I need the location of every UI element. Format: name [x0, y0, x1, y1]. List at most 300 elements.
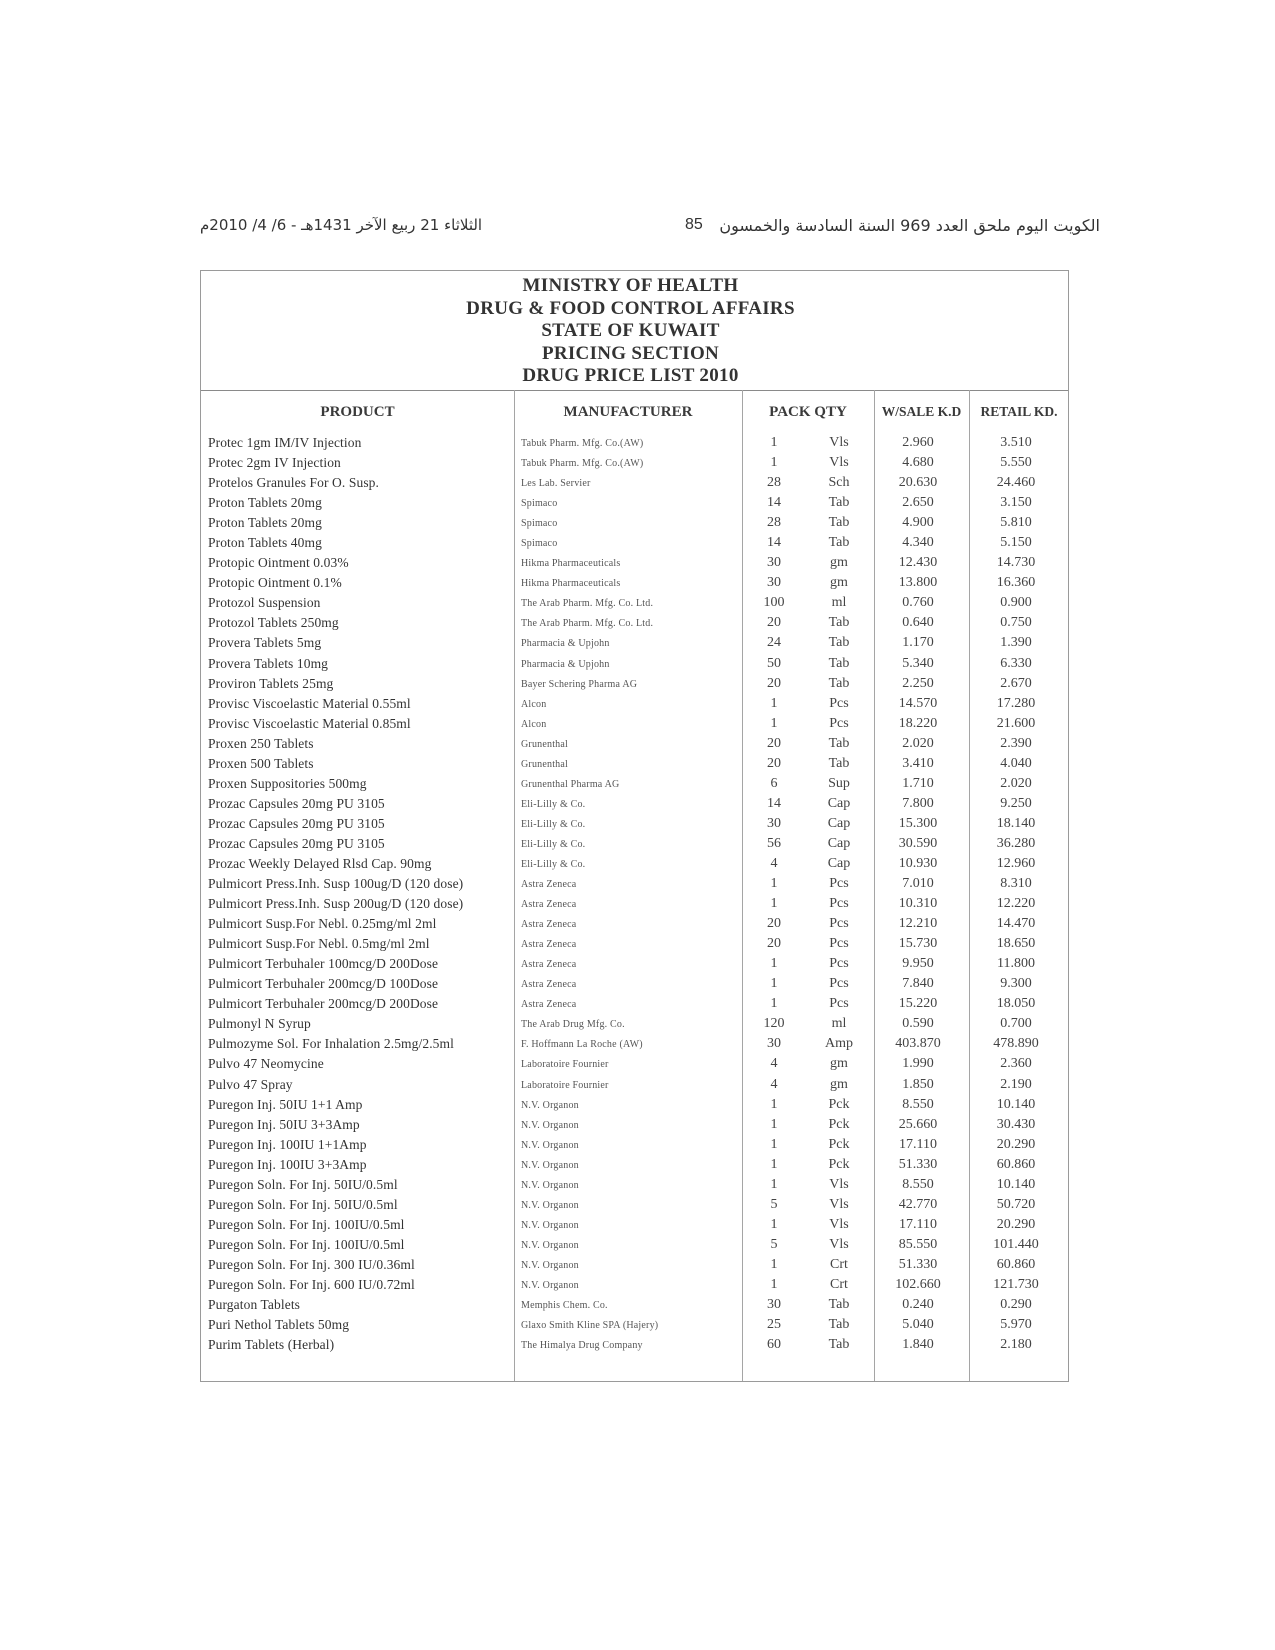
- pack-qty-cell: 20: [767, 936, 781, 952]
- pack-unit-cell: Sch: [828, 475, 850, 491]
- pack-qty-cell: 1: [770, 996, 778, 1012]
- pack-unit-cell: gm: [830, 1076, 848, 1092]
- pack-unit-cell: Vls: [829, 1176, 849, 1192]
- pack-unit-cell: Cap: [827, 855, 851, 871]
- retail-price-cell: 11.800: [997, 956, 1035, 972]
- pack-unit-cell: Tab: [828, 615, 850, 631]
- table-row: [201, 633, 1068, 653]
- manufacturer-cell: N.V. Organon: [521, 1199, 579, 1211]
- wsale-price-cell: 7.010: [902, 876, 934, 892]
- title-section: PRICING SECTION: [541, 342, 720, 364]
- pack-qty-cell: 4: [770, 1056, 778, 1072]
- retail-price-cell: 101.440: [993, 1236, 1039, 1252]
- table-row: [201, 1255, 1068, 1275]
- pack-qty-cell: 50: [767, 655, 781, 671]
- retail-price-cell: 5.550: [1000, 455, 1032, 471]
- wsale-price-cell: 20.630: [898, 475, 938, 491]
- wsale-price-cell: 5.340: [902, 655, 934, 671]
- manufacturer-cell: Spimaco: [521, 498, 558, 510]
- pack-unit-cell: Pck: [828, 1136, 850, 1152]
- wsale-price-cell: 17.110: [899, 1216, 937, 1232]
- manufacturer-cell: The Himalya Drug Company: [521, 1340, 643, 1352]
- table-row: [201, 1075, 1068, 1095]
- manufacturer-cell: N.V. Organon: [521, 1139, 579, 1151]
- pack-qty-cell: 20: [767, 755, 781, 771]
- product-cell: Puregon Soln. For Inj. 300 IU/0.36ml: [208, 1256, 415, 1272]
- product-cell: Pulmicort Press.Inh. Susp 200ug/D (120 dose): [208, 896, 464, 912]
- pack-qty-cell: 120: [763, 1016, 785, 1032]
- manufacturer-cell: Grunenthal: [521, 738, 568, 750]
- product-cell: Provera Tablets 5mg: [208, 635, 322, 651]
- manufacturer-cell: Hikma Pharmaceuticals: [521, 558, 621, 570]
- pack-unit-cell: Pcs: [829, 916, 849, 932]
- wsale-price-cell: 12.210: [898, 916, 938, 932]
- manufacturer-cell: Astra Zeneca: [521, 899, 577, 911]
- retail-price-cell: 0.290: [1000, 1297, 1032, 1313]
- table-row: [201, 473, 1068, 493]
- retail-price-cell: 9.300: [1000, 976, 1032, 992]
- table-row: [201, 1335, 1068, 1355]
- wsale-price-cell: 10.310: [898, 896, 938, 912]
- pack-unit-cell: Pcs: [829, 896, 849, 912]
- retail-price-cell: 2.180: [1000, 1337, 1032, 1353]
- product-cell: Puregon Soln. For Inj. 100IU/0.5ml: [208, 1236, 405, 1252]
- column-header-retail: RETAIL KD.: [980, 404, 1058, 419]
- pack-qty-cell: 1: [770, 1256, 778, 1272]
- product-cell: Provisc Viscoelastic Material 0.55ml: [208, 695, 411, 711]
- pack-unit-cell: Tab: [828, 635, 850, 651]
- product-cell: Pulmicort Susp.For Nebl. 0.25mg/ml 2ml: [208, 916, 437, 932]
- retail-price-cell: 5.810: [1000, 515, 1032, 531]
- retail-price-cell: 20.290: [996, 1216, 1036, 1232]
- pack-unit-cell: gm: [830, 1056, 848, 1072]
- retail-price-cell: 4.040: [1000, 755, 1032, 771]
- pack-unit-cell: Tab: [828, 1297, 850, 1313]
- pack-unit-cell: ml: [831, 1016, 847, 1032]
- table-row: [201, 1275, 1068, 1295]
- table-row: [201, 654, 1068, 674]
- product-cell: Protozol Suspension: [208, 595, 321, 611]
- pack-qty-cell: 28: [767, 475, 781, 491]
- pack-unit-cell: Amp: [825, 1036, 853, 1052]
- table-row: [201, 1014, 1068, 1034]
- retail-price-cell: 20.290: [996, 1136, 1036, 1152]
- pack-qty-cell: 20: [767, 735, 781, 751]
- pack-unit-cell: Tab: [828, 655, 850, 671]
- manufacturer-cell: Grunenthal Pharma AG: [521, 778, 620, 790]
- table-row: [201, 934, 1068, 954]
- product-cell: Pulmicort Terbuhaler 100mcg/D 200Dose: [208, 956, 439, 972]
- manufacturer-cell: Astra Zeneca: [521, 879, 577, 891]
- title-affairs: DRUG & FOOD CONTROL AFFAIRS: [466, 297, 795, 319]
- pack-qty-cell: 30: [767, 815, 781, 831]
- table-body: [201, 433, 1068, 1355]
- pack-qty-cell: 1: [770, 956, 778, 972]
- retail-price-cell: 2.020: [1000, 775, 1032, 791]
- pack-qty-cell: 56: [767, 835, 781, 851]
- wsale-price-cell: 8.550: [902, 1096, 934, 1112]
- retail-price-cell: 18.140: [996, 815, 1036, 831]
- retail-price-cell: 17.280: [996, 695, 1036, 711]
- wsale-price-cell: 4.340: [902, 535, 934, 551]
- table-row: [201, 674, 1068, 694]
- wsale-price-cell: 8.550: [902, 1176, 934, 1192]
- manufacturer-cell: Les Lab. Servier: [521, 478, 591, 490]
- wsale-price-cell: 51.330: [898, 1156, 938, 1172]
- manufacturer-cell: Astra Zeneca: [521, 919, 577, 931]
- manufacturer-cell: The Arab Pharm. Mfg. Co. Ltd.: [521, 598, 654, 610]
- retail-price-cell: 12.220: [996, 896, 1036, 912]
- pack-qty-cell: 20: [767, 615, 781, 631]
- pack-unit-cell: Sup: [828, 775, 850, 791]
- table-row: [201, 493, 1068, 513]
- table-row: [201, 754, 1068, 774]
- table-row: [201, 1315, 1068, 1335]
- pack-qty-cell: 14: [767, 795, 781, 811]
- product-cell: Proxen 250 Tablets: [208, 735, 314, 751]
- retail-price-cell: 2.190: [1000, 1076, 1032, 1092]
- table-row: [201, 874, 1068, 894]
- retail-price-cell: 18.050: [996, 996, 1036, 1012]
- product-cell: Provera Tablets 10mg: [208, 655, 329, 671]
- product-cell: Proviron Tablets 25mg: [208, 675, 334, 691]
- table-row: [201, 1195, 1068, 1215]
- product-cell: Pulvo 47 Spray: [208, 1076, 293, 1092]
- page-number: 85: [685, 216, 703, 233]
- wsale-price-cell: 12.430: [898, 555, 938, 571]
- product-cell: Proton Tablets 20mg: [208, 495, 322, 511]
- product-cell: Protozol Tablets 250mg: [208, 615, 339, 631]
- product-cell: Puregon Soln. For Inj. 50IU/0.5ml: [208, 1196, 398, 1212]
- pack-qty-cell: 1: [770, 1136, 778, 1152]
- wsale-price-cell: 18.220: [898, 715, 938, 731]
- retail-price-cell: 30.430: [996, 1116, 1036, 1132]
- wsale-price-cell: 102.660: [895, 1276, 941, 1292]
- pack-unit-cell: Pcs: [829, 996, 849, 1012]
- retail-price-cell: 14.470: [996, 916, 1036, 932]
- pack-qty-cell: 30: [767, 555, 781, 571]
- retail-price-cell: 478.890: [993, 1036, 1039, 1052]
- pack-unit-cell: Cap: [827, 815, 851, 831]
- product-cell: Pulvo 47 Neomycine: [208, 1056, 324, 1072]
- pack-qty-cell: 60: [767, 1337, 781, 1353]
- table-row: [201, 513, 1068, 533]
- manufacturer-cell: Astra Zeneca: [521, 959, 577, 971]
- manufacturer-cell: Memphis Chem. Co.: [521, 1300, 608, 1312]
- column-header-pack-qty: PACK QTY: [769, 404, 847, 420]
- wsale-price-cell: 30.590: [898, 835, 938, 851]
- wsale-price-cell: 42.770: [898, 1196, 938, 1212]
- product-cell: Protec 2gm IV Injection: [208, 455, 341, 471]
- table-row: [201, 553, 1068, 573]
- pack-unit-cell: Pcs: [829, 976, 849, 992]
- pack-unit-cell: Pcs: [829, 936, 849, 952]
- pack-qty-cell: 1: [770, 876, 778, 892]
- manufacturer-cell: Bayer Schering Pharma AG: [521, 678, 638, 690]
- retail-price-cell: 8.310: [1000, 876, 1032, 892]
- manufacturer-cell: Pharmacia & Upjohn: [521, 658, 610, 670]
- manufacturer-cell: Alcon: [521, 698, 547, 710]
- product-cell: Pulmonyl N Syrup: [208, 1016, 311, 1032]
- manufacturer-cell: Tabuk Pharm. Mfg. Co.(AW): [521, 438, 644, 449]
- retail-price-cell: 2.670: [1000, 675, 1032, 691]
- wsale-price-cell: 15.220: [898, 996, 938, 1012]
- table-row: [201, 1034, 1068, 1054]
- pack-unit-cell: Pcs: [829, 876, 849, 892]
- pack-qty-cell: 4: [770, 855, 778, 871]
- header-publication: الكويت اليوم ملحق العدد 969 السنة السادسة والخمسون: [719, 216, 1100, 235]
- product-cell: Puregon Inj. 50IU 3+3Amp: [208, 1116, 360, 1132]
- retail-price-cell: 60.860: [996, 1256, 1036, 1272]
- wsale-price-cell: 1.170: [902, 635, 934, 651]
- wsale-price-cell: 7.840: [902, 976, 934, 992]
- pack-qty-cell: 1: [770, 435, 778, 450]
- pack-qty-cell: 5: [770, 1196, 778, 1212]
- wsale-price-cell: 13.800: [898, 575, 938, 591]
- pack-unit-cell: Pck: [828, 1156, 850, 1172]
- retail-price-cell: 21.600: [996, 715, 1036, 731]
- wsale-price-cell: 403.870: [895, 1036, 941, 1052]
- pack-unit-cell: Vls: [829, 435, 849, 450]
- manufacturer-cell: Laboratoire Fournier: [521, 1059, 609, 1071]
- column-header-wsale: W/SALE K.D: [881, 404, 962, 419]
- product-cell: Protelos Granules For O. Susp.: [208, 475, 379, 491]
- pack-unit-cell: Tab: [828, 1317, 850, 1333]
- manufacturer-cell: Astra Zeneca: [521, 979, 577, 991]
- manufacturer-cell: Glaxo Smith Kline SPA (Hajery): [521, 1320, 659, 1332]
- product-cell: Purgaton Tablets: [208, 1297, 301, 1313]
- pack-unit-cell: Vls: [829, 1196, 849, 1212]
- wsale-price-cell: 2.020: [902, 735, 934, 751]
- pack-unit-cell: Crt: [830, 1276, 848, 1292]
- manufacturer-cell: Eli-Lilly & Co.: [521, 798, 586, 810]
- retail-price-cell: 10.140: [996, 1096, 1036, 1112]
- table-header: [201, 392, 1068, 432]
- manufacturer-cell: N.V. Organon: [521, 1239, 579, 1251]
- pack-unit-cell: Tab: [828, 755, 850, 771]
- table-row: [201, 573, 1068, 593]
- retail-price-cell: 2.360: [1000, 1056, 1032, 1072]
- pack-unit-cell: Tab: [828, 515, 850, 531]
- pack-qty-cell: 1: [770, 1216, 778, 1232]
- pack-qty-cell: 20: [767, 916, 781, 932]
- wsale-price-cell: 1.990: [902, 1056, 934, 1072]
- retail-price-cell: 24.460: [996, 475, 1036, 491]
- wsale-price-cell: 25.660: [898, 1116, 938, 1132]
- pack-qty-cell: 1: [770, 896, 778, 912]
- table-row: [201, 1235, 1068, 1255]
- pack-qty-cell: 100: [763, 595, 785, 611]
- manufacturer-cell: Pharmacia & Upjohn: [521, 638, 610, 650]
- document-title: [201, 275, 1068, 388]
- pack-qty-cell: 30: [767, 575, 781, 591]
- pack-qty-cell: 1: [770, 715, 778, 731]
- retail-price-cell: 16.360: [996, 575, 1036, 591]
- table-row: [201, 714, 1068, 734]
- wsale-price-cell: 15.300: [898, 815, 938, 831]
- retail-price-cell: 2.390: [1000, 735, 1032, 751]
- retail-price-cell: 6.330: [1000, 655, 1032, 671]
- table-row: [201, 1155, 1068, 1175]
- column-header-manufacturer: MANUFACTURER: [563, 404, 693, 420]
- pack-unit-cell: Crt: [830, 1256, 848, 1272]
- manufacturer-cell: Hikma Pharmaceuticals: [521, 578, 621, 590]
- wsale-price-cell: 1.840: [902, 1337, 934, 1353]
- product-cell: Puregon Soln. For Inj. 50IU/0.5ml: [208, 1176, 398, 1192]
- manufacturer-cell: Astra Zeneca: [521, 999, 577, 1011]
- manufacturer-cell: N.V. Organon: [521, 1179, 579, 1191]
- wsale-price-cell: 15.730: [898, 936, 938, 952]
- wsale-price-cell: 2.960: [902, 435, 934, 450]
- pack-unit-cell: Vls: [829, 1216, 849, 1232]
- manufacturer-cell: Grunenthal: [521, 758, 568, 770]
- pack-unit-cell: Pck: [828, 1096, 850, 1112]
- pack-qty-cell: 30: [767, 1297, 781, 1313]
- table-row: [201, 1215, 1068, 1235]
- pack-qty-cell: 1: [770, 1276, 778, 1292]
- retail-price-cell: 60.860: [996, 1156, 1036, 1172]
- manufacturer-cell: Astra Zeneca: [521, 939, 577, 951]
- wsale-price-cell: 85.550: [898, 1236, 938, 1252]
- retail-price-cell: 50.720: [996, 1196, 1036, 1212]
- wsale-price-cell: 2.250: [902, 675, 934, 691]
- title-list: DRUG PRICE LIST 2010: [522, 365, 739, 386]
- table-row: [201, 453, 1068, 473]
- manufacturer-cell: The Arab Pharm. Mfg. Co. Ltd.: [521, 618, 654, 630]
- retail-price-cell: 18.650: [996, 936, 1036, 952]
- pack-unit-cell: Tab: [828, 535, 850, 551]
- pack-unit-cell: Vls: [829, 455, 849, 471]
- product-cell: Prozac Capsules 20mg PU 3105: [208, 815, 385, 831]
- manufacturer-cell: Eli-Lilly & Co.: [521, 838, 586, 850]
- manufacturer-cell: F. Hoffmann La Roche (AW): [521, 1039, 643, 1051]
- manufacturer-cell: The Arab Drug Mfg. Co.: [521, 1019, 625, 1031]
- table-row: [201, 593, 1068, 613]
- product-cell: Pulmicort Press.Inh. Susp 100ug/D (120 dose): [208, 876, 464, 892]
- manufacturer-cell: N.V. Organon: [521, 1279, 579, 1291]
- product-cell: Prozac Capsules 20mg PU 3105: [208, 835, 385, 851]
- retail-price-cell: 121.730: [993, 1276, 1039, 1292]
- pack-unit-cell: gm: [830, 555, 848, 571]
- wsale-price-cell: 9.950: [902, 956, 934, 972]
- manufacturer-cell: Laboratoire Fournier: [521, 1079, 609, 1091]
- pack-qty-cell: 1: [770, 1156, 778, 1172]
- wsale-price-cell: 4.680: [902, 455, 934, 471]
- product-cell: Puregon Soln. For Inj. 100IU/0.5ml: [208, 1216, 405, 1232]
- manufacturer-cell: Tabuk Pharm. Mfg. Co.(AW): [521, 458, 644, 470]
- table-row: [201, 994, 1068, 1014]
- wsale-price-cell: 0.240: [902, 1297, 934, 1313]
- retail-price-cell: 1.390: [1000, 635, 1032, 651]
- wsale-price-cell: 1.710: [902, 775, 934, 791]
- wsale-price-cell: 0.590: [902, 1016, 934, 1032]
- table-row: [201, 914, 1068, 934]
- pack-unit-cell: Pcs: [829, 715, 849, 731]
- retail-price-cell: 5.150: [1000, 535, 1032, 551]
- retail-price-cell: 3.510: [1000, 435, 1032, 450]
- pack-qty-cell: 28: [767, 515, 781, 531]
- pack-qty-cell: 6: [770, 775, 778, 791]
- pack-qty-cell: 20: [767, 675, 781, 691]
- wsale-price-cell: 4.900: [902, 515, 934, 531]
- pack-unit-cell: Pcs: [829, 695, 849, 711]
- pack-qty-cell: 1: [770, 455, 778, 471]
- page-header: [200, 212, 1100, 242]
- pack-qty-cell: 14: [767, 535, 781, 551]
- pack-qty-cell: 25: [767, 1317, 781, 1333]
- product-cell: Provisc Viscoelastic Material 0.85ml: [208, 715, 411, 731]
- table-row: [201, 814, 1068, 834]
- pack-unit-cell: gm: [830, 575, 848, 591]
- product-cell: Puregon Inj. 100IU 1+1Amp: [208, 1136, 367, 1152]
- product-cell: Puri Nethol Tablets 50mg: [208, 1317, 350, 1333]
- pack-qty-cell: 1: [770, 695, 778, 711]
- pack-unit-cell: Vls: [829, 1236, 849, 1252]
- table-row: [201, 1054, 1068, 1074]
- product-cell: Puregon Inj. 50IU 1+1 Amp: [208, 1096, 363, 1112]
- product-cell: Proton Tablets 40mg: [208, 535, 322, 551]
- product-cell: Prozac Capsules 20mg PU 3105: [208, 795, 385, 811]
- pack-qty-cell: 30: [767, 1036, 781, 1052]
- product-cell: Pulmozyme Sol. For Inhalation 2.5mg/2.5ml: [208, 1036, 454, 1052]
- product-cell: Protopic Ointment 0.03%: [208, 555, 349, 571]
- retail-price-cell: 10.140: [996, 1176, 1036, 1192]
- wsale-price-cell: 3.410: [902, 755, 934, 771]
- wsale-price-cell: 10.930: [898, 855, 938, 871]
- table-row: [201, 433, 1068, 453]
- manufacturer-cell: N.V. Organon: [521, 1259, 579, 1271]
- manufacturer-cell: Spimaco: [521, 538, 558, 550]
- price-list-table: [200, 270, 1069, 1382]
- header-date: الثلاثاء 21 ربيع الآخر 1431هـ - 6/ 4/ 2010م: [200, 216, 483, 234]
- manufacturer-cell: Eli-Lilly & Co.: [521, 858, 586, 870]
- product-cell: Purim Tablets (Herbal): [208, 1337, 335, 1353]
- retail-price-cell: 36.280: [996, 835, 1036, 851]
- manufacturer-cell: Eli-Lilly & Co.: [521, 818, 586, 830]
- table-row: [201, 1175, 1068, 1195]
- table-row: [201, 734, 1068, 754]
- pack-unit-cell: Pck: [828, 1116, 850, 1132]
- wsale-price-cell: 7.800: [902, 795, 934, 811]
- product-cell: Puregon Soln. For Inj. 600 IU/0.72ml: [208, 1276, 415, 1292]
- pack-unit-cell: ml: [831, 595, 847, 611]
- pack-qty-cell: 5: [770, 1236, 778, 1252]
- pack-unit-cell: Tab: [828, 1337, 850, 1353]
- retail-price-cell: 9.250: [1000, 795, 1032, 811]
- wsale-price-cell: 14.570: [898, 695, 938, 711]
- table-row: [201, 1115, 1068, 1135]
- table-row: [201, 894, 1068, 914]
- wsale-price-cell: 0.640: [902, 615, 934, 631]
- manufacturer-cell: N.V. Organon: [521, 1099, 579, 1111]
- product-cell: Protopic Ointment 0.1%: [208, 575, 342, 591]
- table-row: [201, 1295, 1068, 1315]
- retail-price-cell: 3.150: [1000, 495, 1032, 511]
- product-cell: Proxen 500 Tablets: [208, 755, 314, 771]
- table-row: [201, 1135, 1068, 1155]
- pack-unit-cell: Tab: [828, 675, 850, 691]
- title-state: STATE OF KUWAIT: [541, 320, 720, 341]
- column-header-product: PRODUCT: [320, 404, 395, 420]
- product-cell: Protec 1gm IM/IV Injection: [208, 435, 362, 450]
- product-cell: Pulmicort Terbuhaler 200mcg/D 200Dose: [208, 996, 439, 1012]
- retail-price-cell: 0.750: [1000, 615, 1032, 631]
- product-cell: Puregon Inj. 100IU 3+3Amp: [208, 1156, 367, 1172]
- pack-unit-cell: Cap: [827, 835, 851, 851]
- pack-qty-cell: 24: [767, 635, 781, 651]
- product-cell: Pulmicort Terbuhaler 200mcg/D 100Dose: [208, 976, 439, 992]
- manufacturer-cell: Alcon: [521, 718, 547, 730]
